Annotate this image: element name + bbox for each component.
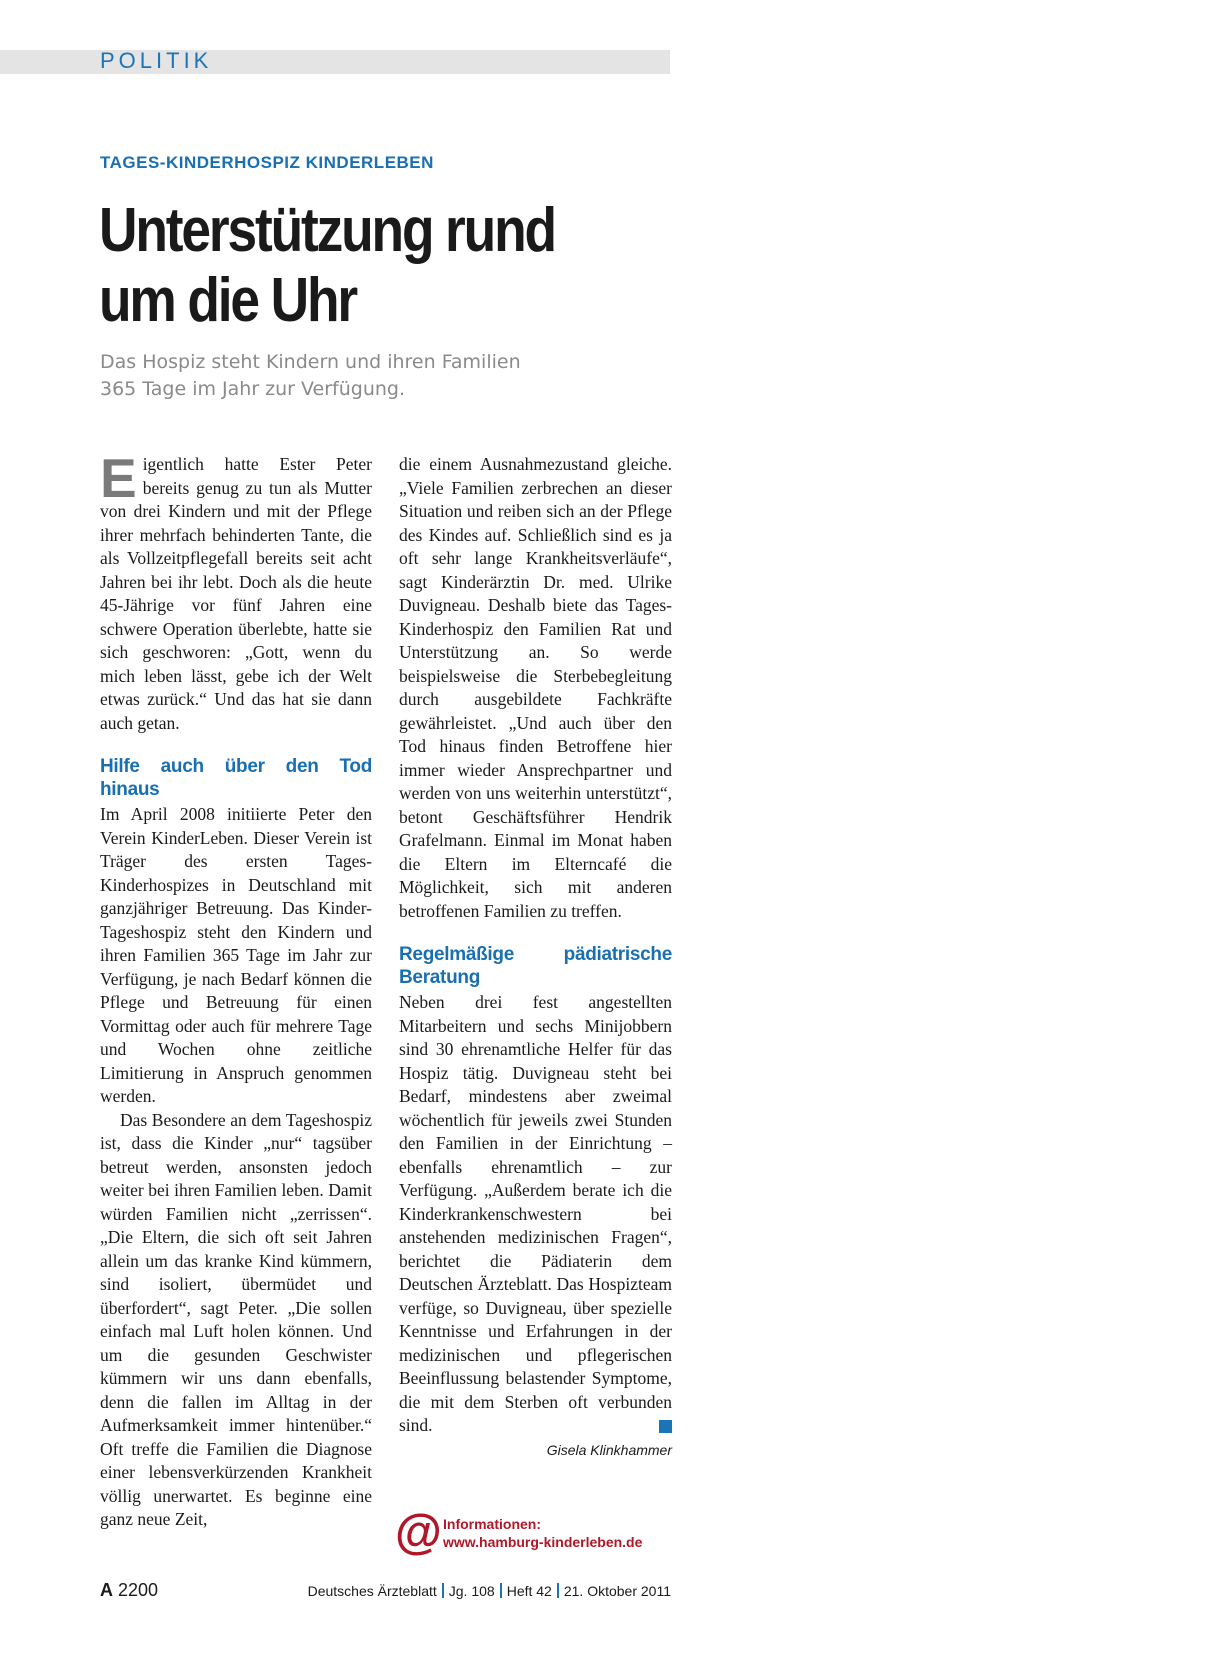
- article-deck: [100, 349, 570, 403]
- journal-name: Deutsches Ärzteblatt: [307, 1583, 437, 1599]
- paragraph-text: Neben drei fest angestellten Mitarbeitern und sechs Minijobbern sind 30 ehrenamtliche Helfer für das Hospiz tätig. Duvigneau steht bei Bedarf, mindestens aber zweimal wöchentlich für jeweils zwei Stunden den Familien in der Einrichtung – ebenfalls ehrenamtlich – zur Verfügung. „Außerdem berate ich die Kinderkrankenschwestern bei anstehenden medizinischen Fragen“, berichtet die Pädiaterin dem Deutschen Ärzteblatt. Das Hospizteam verfüge, so Duvigneau, über spezielle Kenntnisse und Erfahrungen in der medizinischen und pflegerischen Beeinflussung belastender Symptome, die mit dem Sterben oft verbunden sind.: [399, 992, 672, 1435]
- text-column-2: [399, 453, 672, 1460]
- drop-cap: E: [100, 447, 137, 509]
- page-number: [100, 1580, 158, 1601]
- info-link[interactable]: www.hamburg-kinderleben.de: [443, 1534, 643, 1550]
- paragraph: Das Besondere an dem Tageshospiz ist, dass die Kinder „nur“ tagsüber betreut werden, ansonsten jedoch weiter bei ihren Familien leben. Damit würden Familien nicht „zerrissen“. „Die Eltern, die sich oft seit Jahren allein um das kranke Kind kümmern, sind isoliert, übermüdet und überfordert“, sagt Peter. „Die sollen einfach mal Luft holen können. Und um die gesunden Geschwister kümmern wir uns dann ebenfalls, denn die fallen im Alltag in der Aufmerksamkeit immer hintenüber.“ Oft treffe die Familien die Diagnose einer lebensverkürzenden Krankheit völlig unerwartet. Es beginne eine ganz neue Zeit,: [100, 1109, 372, 1529]
- subheading: Hilfe auch über den Tod hinaus: [100, 756, 372, 800]
- page-number-value: 2200: [118, 1580, 159, 1600]
- info-box: [395, 1506, 695, 1560]
- author-byline: Gisela Klinkhammer: [546, 1441, 672, 1458]
- headline-line-2: um die Uhr: [99, 266, 356, 335]
- headline-line-1: Unterstützung rund: [99, 196, 555, 265]
- article-kicker: TAGES-KINDERHOSPIZ KINDERLEBEN: [100, 153, 434, 172]
- subheading: Regelmäßige pädiatrische Beratung: [399, 944, 672, 988]
- paragraph: [100, 447, 372, 735]
- at-sign-icon: @: [395, 1506, 442, 1559]
- footer-meta: [308, 1583, 671, 1599]
- section-label: POLITIK: [100, 48, 213, 73]
- separator: [557, 1583, 559, 1598]
- journal-date: 21. Oktober 2011: [563, 1583, 671, 1599]
- page-prefix: A: [100, 1580, 113, 1600]
- journal-volume: Jg. 108: [448, 1583, 495, 1599]
- article-headline: [99, 196, 581, 336]
- deck-line-2: 365 Tage im Jahr zur Verfügung.: [100, 378, 406, 400]
- end-mark-icon: [659, 1420, 672, 1433]
- separator: [500, 1583, 502, 1598]
- paragraph-text: igentlich hatte Ester Peter bereits genug zu tun als Mutter von drei Kindern und mit der Pflege ihrer mehrfach behinderten Tante, die als Vollzeitpflegefall bereits seit acht Jahren bei ihr lebt. Doch als die heute 45-Jährige vor fünf Jahren eine schwere Operation überlebte, hatte sie sich geschworen: „Gott, wenn du mich leben lässt, gebe ich der Welt etwas zurück.“ Und das hat sie dann auch getan.: [100, 454, 372, 733]
- paragraph: die einem Ausnahmezustand gleiche. „Viele Familien zerbrechen an dieser Situation und reiben sich an der Pflege des Kindes auf. Schließlich sind es ja oft sehr lange Krankheitsverläufe“, sagt Kinderärztin Dr. med. Ulrike Duvigneau. Deshalb biete das Tages-Kinderhospiz den Familien Rat und Unterstützung an. So werde beispielsweise die Sterbebegleitung durch ausgebildete Fachkräfte gewährleistet. „Und auch über den Tod hinaus finden Betroffene hier immer wieder Ansprechpartner und werden von uns weiterhin unterstützt“, betont Geschäftsführer Hendrik Grafelmann. Einmal im Monat haben die Eltern im Elterncafé die Möglichkeit, sich mit anderen betroffenen Familien zu treffen.: [399, 454, 672, 921]
- journal-issue: Heft 42: [506, 1583, 552, 1599]
- text-column-1: [100, 447, 372, 1532]
- deck-line-1: Das Hospiz steht Kindern und ihren Familien: [100, 351, 521, 373]
- paragraph: Im April 2008 initiierte Peter den Verein KinderLeben. Dieser Verein ist Träger des ersten Tages-Kinderhospizes in Deutschland mit ganzjähriger Betreuung. Das Kinder-Tageshospiz steht den Kindern und ihren Familien 365 Tage im Jahr zur Verfügung, je nach Bedarf können die Pflege und Betreuung für einen Vormittag oder auch für mehrere Tage und Wochen ohne zeitliche Limitierung in Anspruch genommen werden.: [100, 804, 372, 1106]
- info-label: Informationen:: [443, 1516, 541, 1532]
- separator: [442, 1583, 444, 1598]
- paragraph: [399, 991, 672, 1438]
